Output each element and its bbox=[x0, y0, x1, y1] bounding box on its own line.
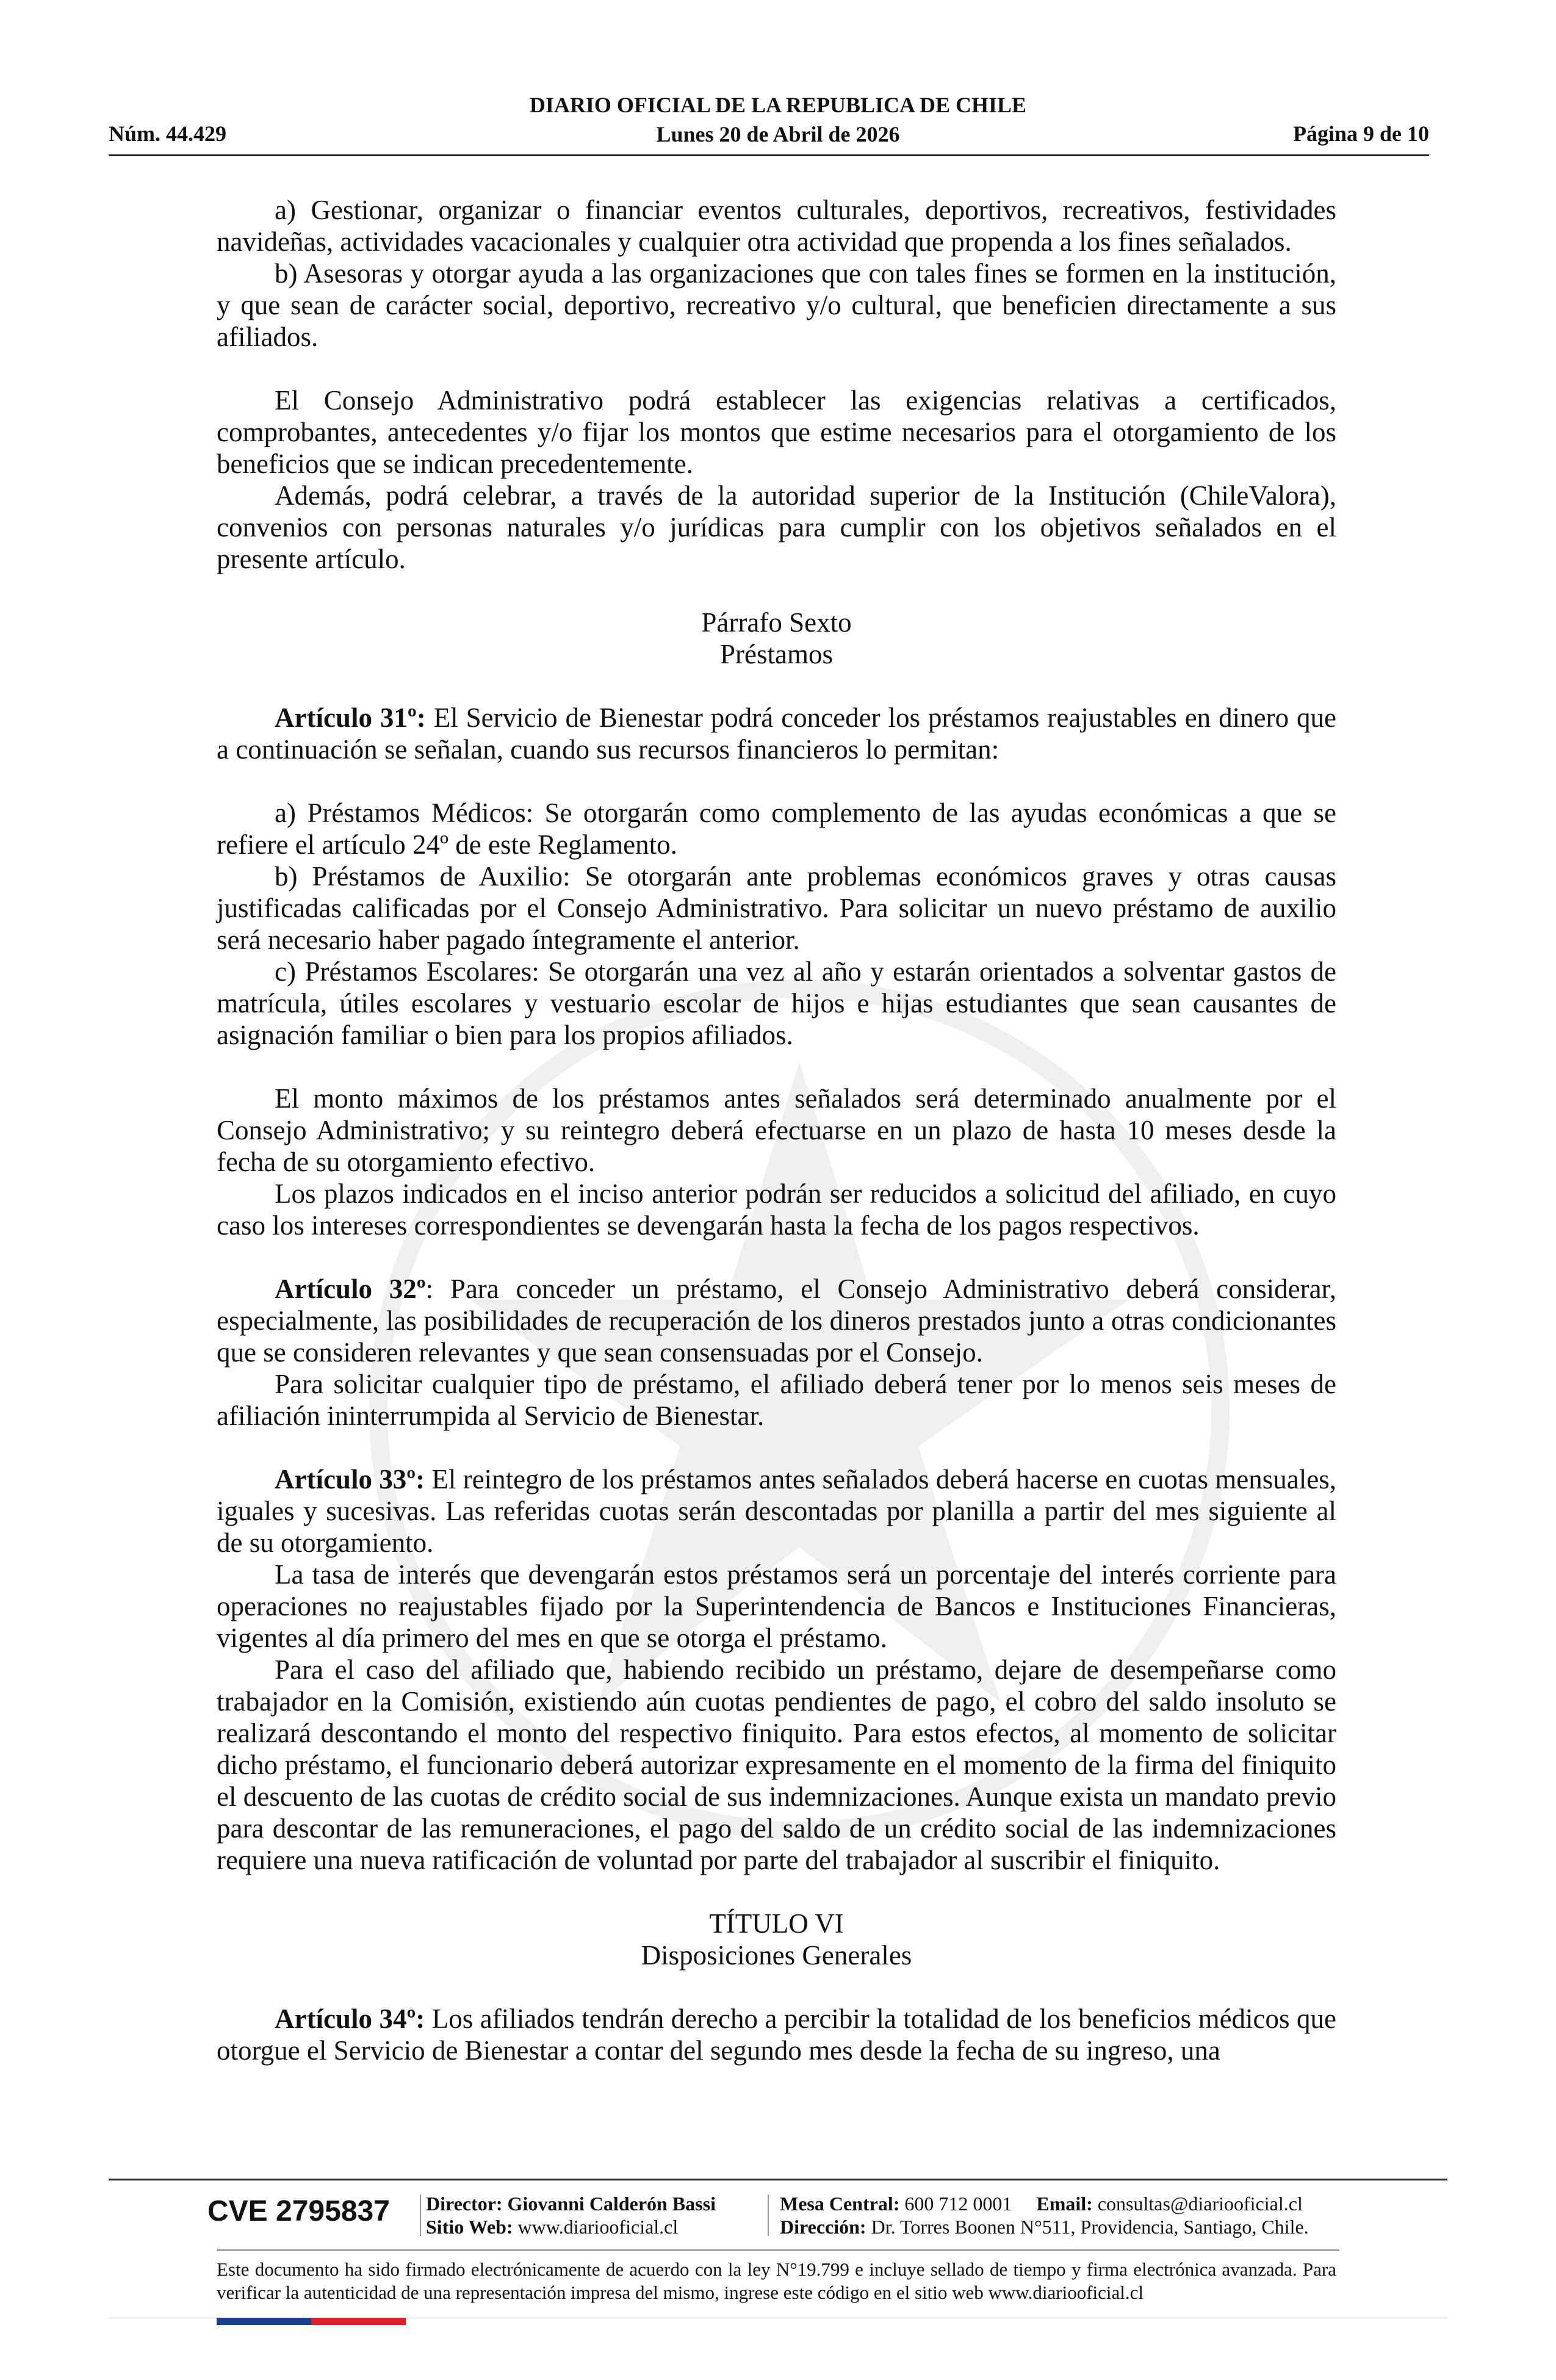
red-stripe bbox=[311, 2318, 406, 2325]
website-link[interactable]: www.diariooficial.cl bbox=[513, 2216, 679, 2238]
paragraph: b) Préstamos de Auxilio: Se otorgarán ante problemas económicos graves y otras causas justificadas calificadas por el Consejo Administrativo. Para solicitar un nuevo préstamo de auxilio será necesario haber pagado íntegramente el anterior. bbox=[217, 861, 1336, 955]
email-link[interactable]: consultas@diariooficial.cl bbox=[1092, 2193, 1303, 2215]
article-label: Artículo 31º: bbox=[275, 702, 426, 733]
director-name: Giovanni Calderón Bassi bbox=[502, 2193, 716, 2215]
title-heading: TÍTULO VI bbox=[709, 1908, 844, 1939]
flag-color-bar bbox=[217, 2318, 406, 2325]
article-text: Los afiliados tendrán derecho a percibir la totalidad de los beneficios médicos que otorgue el Servicio de Bienestar a contar del segundo mes desde la fecha de su ingreso, una bbox=[217, 2003, 1336, 2066]
page-number: Página 9 de 10 bbox=[1292, 121, 1429, 146]
article-text: El Servicio de Bienestar podrá conceder los préstamos reajustables en dinero que a continuación se señalan, cuando sus recursos financieros lo permitan: bbox=[217, 702, 1336, 765]
paragraph: a) Gestionar, organizar o financiar eventos culturales, deportivos, recreativos, festividades navideñas, actividades vacacionales y cualquier otra actividad que propenda a los fines señalados. bbox=[217, 195, 1336, 257]
paragraph: Para solicitar cualquier tipo de préstamo, el afiliado deberá tener por lo menos seis meses de afiliación ininterrumpida al Servicio de Bienestar. bbox=[217, 1369, 1336, 1431]
article-33 bbox=[217, 1463, 1336, 1559]
issue-date: Lunes 20 de Abril de 2026 bbox=[656, 122, 900, 146]
phone-number: 600 712 0001 bbox=[899, 2193, 1012, 2215]
title-subheading: Disposiciones Generales bbox=[641, 1940, 912, 1971]
article-text: El reintegro de los préstamos antes señalados deberá hacerse en cuotas mensuales, iguales y sucesivas. Las referidas cuotas serán descontadas por planilla a partir del mes siguiente al de su otorgamiento. bbox=[217, 1464, 1336, 1558]
legal-notice: Este documento ha sido firmado electrónicamente de acuerdo con la ley N°19.799 e incluye sellado de tiempo y firma electrónica avanzada. Para verificar la autenticidad de una representación impresa del mismo, ingrese este código en el sitio web www.diariooficial.cl bbox=[217, 2259, 1336, 2303]
paragraph: Para el caso del afiliado que, habiendo recibido un préstamo, dejare de desempeñarse como trabajador en la Comisión, existiendo aún cuotas pendientes de pago, el cobro del saldo insoluto se realizará descontando el monto del respectivo finiquito. Para estos efectos, al momento de solicitar dicho préstamo, el funcionario deberá autorizar expresamente en el momento de la firma del finiquito el descuento de las cuotas de crédito social de sus indemnizaciones. Aunque exista un mandato previo para descontar de las remuneraciones, el pago del saldo de un crédito social de las indemnizaciones requiere una nueva ratificación de voluntad por parte del trabajador al suscribir el finiquito. bbox=[217, 1654, 1336, 1875]
issue-number: Núm. 44.429 bbox=[109, 121, 227, 146]
paragraph: El Consejo Administrativo podrá establecer las exigencias relativas a certificados, comprobantes, antecedentes y/o fijar los montos que estime necesarios para el otorgamiento de los beneficios que se indican precedentemente. bbox=[217, 385, 1336, 479]
paragraph: b) Asesoras y otorgar ayuda a las organizaciones que con tales fines se formen en la institución, y que sean de carácter social, deportivo, recreativo y/o cultural, que beneficien directamente a sus afiliados. bbox=[217, 258, 1336, 352]
footer-contact-block: Mesa Central: 600 712 0001 Email: consultas@diariooficial.cl Dirección: Dr. Torres Boonen N°511, Providencia, Santiago, Chile. bbox=[780, 2193, 1309, 2238]
footer-divider bbox=[109, 2179, 1447, 2180]
cve-code: CVE 2795837 bbox=[207, 2195, 390, 2227]
paragraph: La tasa de interés que devengarán estos préstamos será un porcentaje del interés corriente para operaciones no reajustables fijado por la Superintendencia de Bancos e Instituciones Financieras, vigentes al día primero del mes en que se otorga el préstamo. bbox=[217, 1559, 1336, 1653]
article-text: : Para conceder un préstamo, el Consejo Administrativo deberá considerar, especialmente, las posibilidades de recuperación de los dineros prestados junto a otras condicionantes que se consideren relevantes y que sean consensuadas por el Consejo. bbox=[217, 1274, 1336, 1368]
paragraph: c) Préstamos Escolares: Se otorgarán una vez al año y estarán orientados a solventar gastos de matrícula, útiles escolares y vestuario escolar de hijos e hijas estudiantes que sean causantes de asignación familiar o bien para los propios afiliados. bbox=[217, 956, 1336, 1050]
blue-stripe bbox=[217, 2318, 311, 2325]
article-label: Artículo 33º: bbox=[275, 1464, 425, 1495]
section-subheading: Préstamos bbox=[720, 639, 833, 669]
article-34 bbox=[217, 2003, 1336, 2066]
footer-director-block: Director: Giovanni Calderón Bassi Sitio Web: www.diariooficial.cl bbox=[426, 2193, 716, 2238]
publication-title: DIARIO OFICIAL DE LA REPUBLICA DE CHILE Lunes 20 de Abril de 2026 bbox=[0, 90, 1556, 149]
paragraph: Los plazos indicados en el inciso anterior podrán ser reducidos a solicitud del afiliado, en cuyo caso los intereses correspondientes se devengarán hasta la fecha de los pagos respectivos. bbox=[217, 1178, 1336, 1241]
footer-divider bbox=[217, 2249, 1339, 2251]
address: Dr. Torres Boonen N°511, Providencia, Santiago, Chile. bbox=[866, 2216, 1309, 2238]
document-body bbox=[217, 194, 1336, 2066]
article-32 bbox=[217, 1273, 1336, 1368]
paragraph: Además, podrá celebrar, a través de la autoridad superior de la Institución (ChileValora), convenios con personas naturales y/o jurídicas para cumplir con los objetivos señalados en el presente artículo. bbox=[217, 480, 1336, 574]
article-31 bbox=[217, 702, 1336, 765]
header-divider bbox=[109, 154, 1429, 156]
footer-separator bbox=[420, 2194, 421, 2236]
article-label: Artículo 34º: bbox=[275, 2003, 425, 2034]
article-label: Artículo 32º bbox=[275, 1274, 426, 1304]
footer-separator bbox=[768, 2194, 769, 2236]
paragraph: a) Préstamos Médicos: Se otorgarán como complemento de las ayudas económicas a que se refiere el artículo 24º de este Reglamento. bbox=[217, 798, 1336, 860]
paragraph: El monto máximos de los préstamos antes señalados será determinado anualmente por el Consejo Administrativo; y su reintegro deberá efectuarse en un plazo de hasta 10 meses desde la fecha de su otorgamiento efectivo. bbox=[217, 1083, 1336, 1177]
section-heading: Párrafo Sexto bbox=[701, 607, 852, 638]
